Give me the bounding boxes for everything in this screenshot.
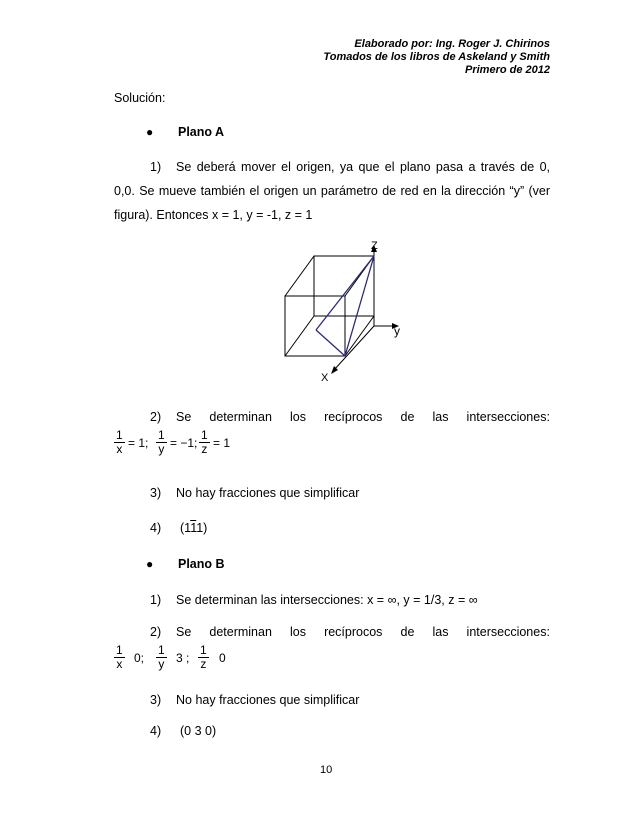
plano-b-step3-num: 3) [150,693,162,707]
plano-b-step3-text: No hay fracciones que simplificar [176,693,360,707]
bullet-plano-b: ● [146,557,154,571]
plano-a-step4-num: 4) [150,521,162,535]
fraction-denominator: z [200,657,207,671]
word: determinan [209,625,272,639]
equation-result: 0 [219,651,226,665]
fraction-denominator: y [158,657,165,671]
plano-a-step1-line1: Se deberá mover el origen, ya que el plano pasa a través de 0, [176,160,550,174]
fraction-numerator: 1 [158,643,165,657]
plano-a-step2-text [176,409,550,425]
cube-edge-top-left [285,256,314,296]
fraction-1-over-z [198,644,209,671]
word: los [290,625,306,639]
equation-result: 3 ; [176,651,190,665]
equation-result: = 1; [128,436,149,450]
cube-figure [270,236,420,386]
page-number: 10 [320,764,333,776]
fraction-1-over-z [199,429,210,456]
word: intersecciones: [466,410,550,424]
fraction-numerator: 1 [201,428,208,442]
header-author: Elaborado por: Ing. Roger J. Chirinos [354,38,550,50]
word: las [432,410,449,424]
x-axis [334,326,374,370]
cube-edge-bottom-right [345,316,374,356]
plano-b-step4-num: 4) [150,724,162,738]
miller-index-b: (0 3 0) [180,724,217,738]
miller-index-a [180,520,207,536]
cube-edge-bottom-left [285,316,314,356]
word: intersecciones: [466,625,550,639]
header-date: Primero de 2012 [465,64,550,76]
word: recíprocos [324,625,383,639]
x-axis-label: X [321,372,329,384]
plano-a-step1-line2: 0,0. Se mueve también el origen un parámetro de red en la dirección “y” (ver [114,184,550,198]
plano-b-step2-num: 2) [150,625,162,639]
z-axis-label: Z [371,240,378,252]
equation-result: = 1 [213,436,231,450]
plano-b-step2-text [176,624,550,640]
word: las [432,625,449,639]
word: los [290,410,306,424]
equation-result: = −1; [170,436,198,450]
solucion-heading: Solución: [114,91,166,105]
miller-part: (1 [180,521,191,535]
word: determinan [209,410,272,424]
fraction-numerator: 1 [116,428,123,442]
plano-a-step2-num: 2) [150,410,162,424]
word: recíprocos [324,410,383,424]
fraction-numerator: 1 [158,428,165,442]
header-source: Tomados de los libros de Askeland y Smith [323,51,550,63]
fraction-numerator: 1 [200,643,207,657]
fraction-numerator: 1 [116,643,123,657]
fraction-denominator: z [201,442,208,456]
plano-b-step1-text: Se determinan las intersecciones: x = ∞, y = 1/3, z = ∞ [176,593,478,607]
plano-a-step3-text: No hay fracciones que simplificar [176,486,360,500]
plano-a-step1-line3: figura). Entonces x = 1, y = -1, z = 1 [114,208,313,222]
fraction-1-over-x [114,429,125,456]
miller-part: 1) [196,521,208,535]
word: Se [176,410,192,424]
fraction-denominator: x [116,442,123,456]
fraction-1-over-x [114,644,125,671]
miller-negative-digit: 1 [190,521,197,535]
plano-a-step3-num: 3) [150,486,162,500]
bullet-plano-a: ● [146,125,154,139]
word: Se [176,625,192,639]
fraction-1-over-y [156,429,167,456]
equation-result: 0; [134,651,145,665]
plano-a-step1-num: 1) [150,160,162,174]
fraction-denominator: y [158,442,165,456]
fraction-denominator: x [116,657,123,671]
word: de [400,625,415,639]
plano-b-step1-num: 1) [150,593,162,607]
y-axis-label: y [394,324,400,338]
word: de [400,410,415,424]
plano-a-title: Plano A [178,125,225,139]
fraction-1-over-y [156,644,167,671]
plano-b-title: Plano B [178,557,225,571]
